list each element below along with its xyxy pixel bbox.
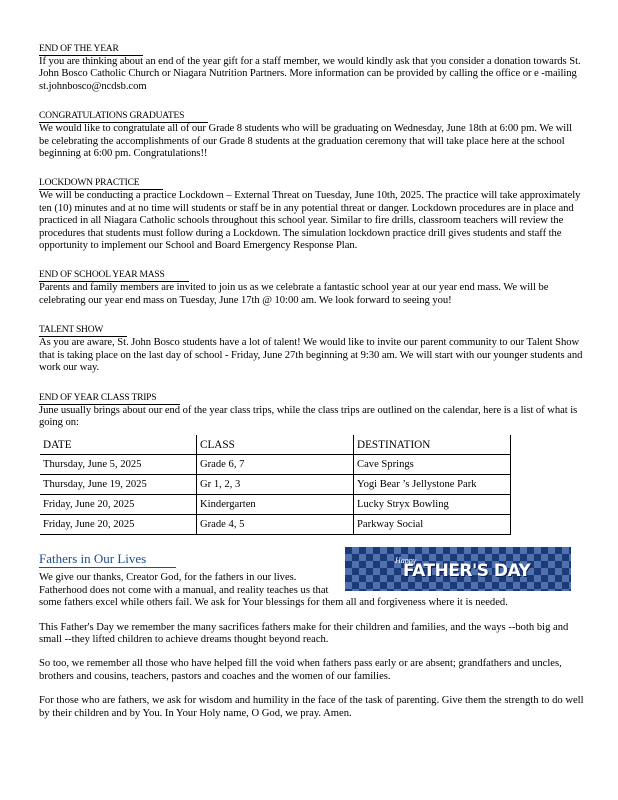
fathers-paragraph: So too, we remember all those who have helped fill the void when fathers pass early or are absent; grandfathers and uncles, brothers and cousins, teachers, pastors and coaches and the women of our families. xyxy=(39,658,562,682)
section-end-of-year xyxy=(39,38,584,93)
table-cell: Grade 6, 7 xyxy=(197,455,354,475)
section-text: If you are thinking about an end of the year gift for a staff member, we would kindly ask that you consider a donation towards St. John Bosco Catholic Church or Niagara Nutrition Partners. More information can be provided by calling the office or e -mailing st.johnbosco@ncdsb.com xyxy=(39,56,581,92)
fathers-paragraph: For those who are fathers, we ask for wisdom and humility in the face of the task of parenting. Give them the strength to do well by their children and by You. In Your Holy name, O God, we pray. Amen. xyxy=(39,695,584,719)
section-talent-show xyxy=(39,319,584,374)
section-fathers xyxy=(39,547,584,720)
table-cell: Kindergarten xyxy=(197,495,354,515)
section-text: As you are aware, St. John Bosco students have a lot of talent! We would like to invite our parent community to our Talent Show that is taking place on the last day of school - Friday, June 27th beginning at 9:30 am. We will start with our younger students and work our way. xyxy=(39,337,583,374)
fathers-title: Fathers in Our Lives xyxy=(39,551,176,568)
class-trips-table xyxy=(40,435,511,535)
section-heading: END OF SCHOOL YEAR MASS xyxy=(39,270,189,282)
section-graduates xyxy=(39,105,584,160)
table-row xyxy=(40,455,511,475)
section-text: Parents and family members are invited to join us as we celebrate a fantastic school year at our year end mass. We will be celebrating our year end mass on Tuesday, June 17th @ 10:00 am. We look forward to seeing you! xyxy=(39,282,549,306)
column-header-date: DATE xyxy=(40,435,197,455)
section-text: We will be conducting a practice Lockdown – External Threat on Tuesday, June 10th, 2025. The practice will take approximately ten (10) minutes and at no time will students or staff be in any potential threat or danger. Lockdown procedures are in place and practiced in all Niagara Catholic schools throughout this school year. Similar to fire drills, classroom teachers will review the procedures that students must follow during a Lockdown. The simulation lockdown practice drill gives students and staff the opportunity to implement our School and Board Emergency Response Plan. xyxy=(39,190,581,252)
table-cell: Friday, June 20, 2025 xyxy=(40,515,197,535)
section-heading: LOCKDOWN PRACTICE xyxy=(39,178,163,190)
banner-happy-text: Happy xyxy=(395,556,417,566)
section-heading: CONGRATULATIONS GRADUATES xyxy=(39,111,208,123)
table-cell: Thursday, June 5, 2025 xyxy=(40,455,197,475)
section-class-trips xyxy=(39,387,584,536)
newsletter-page xyxy=(39,38,584,732)
table-cell: Lucky Stryx Bowling xyxy=(354,495,511,515)
table-cell: Grade 4, 5 xyxy=(197,515,354,535)
column-header-destination: DESTINATION xyxy=(354,435,511,455)
banner-main-text: FATHER'S DAY xyxy=(403,561,531,582)
section-text: We would like to congratulate all of our Grade 8 students who will be graduating on Wednesday, June 18th at 6:00 pm. We will be celebrating the accomplishments of our Grade 8 students at the graduation ceremony that will take place here at the school beginning at 6:00 pm. Congratulations!! xyxy=(39,123,572,160)
section-heading: END OF THE YEAR xyxy=(39,44,143,56)
column-header-class: CLASS xyxy=(197,435,354,455)
section-heading: END OF YEAR CLASS TRIPS xyxy=(39,393,180,405)
table-cell: Parkway Social xyxy=(354,515,511,535)
section-text: June usually brings about our end of the year class trips, while the class trips are outlined on the calendar, here is a list of what is going on: xyxy=(39,404,578,428)
table-row xyxy=(40,475,511,495)
table-cell: Cave Springs xyxy=(354,455,511,475)
section-lockdown xyxy=(39,172,584,252)
fathers-day-banner xyxy=(345,547,571,591)
table-cell: Thursday, June 19, 2025 xyxy=(40,475,197,495)
fathers-paragraph: This Father's Day we remember the many sacrifices fathers make for their children and families, and the ways --both big and small --they lifted children to achieve dreams thought beyond reach. xyxy=(39,621,569,645)
table-cell: Gr 1, 2, 3 xyxy=(197,475,354,495)
table-row xyxy=(40,515,511,535)
section-mass xyxy=(39,264,584,307)
table-row xyxy=(40,495,511,515)
fathers-paragraph: We give our thanks, Creator God, for the fathers in our lives. Fatherhood does not come with a manual, and reality teaches us that some fathers excel while others fail. We ask for Your blessings for them all and forgiveness where it is needed. xyxy=(39,572,508,609)
table-cell: Yogi Bear ’s Jellystone Park xyxy=(354,475,511,495)
table-cell: Friday, June 20, 2025 xyxy=(40,495,197,515)
section-heading: TALENT SHOW xyxy=(39,325,127,337)
table-header-row xyxy=(40,435,511,455)
